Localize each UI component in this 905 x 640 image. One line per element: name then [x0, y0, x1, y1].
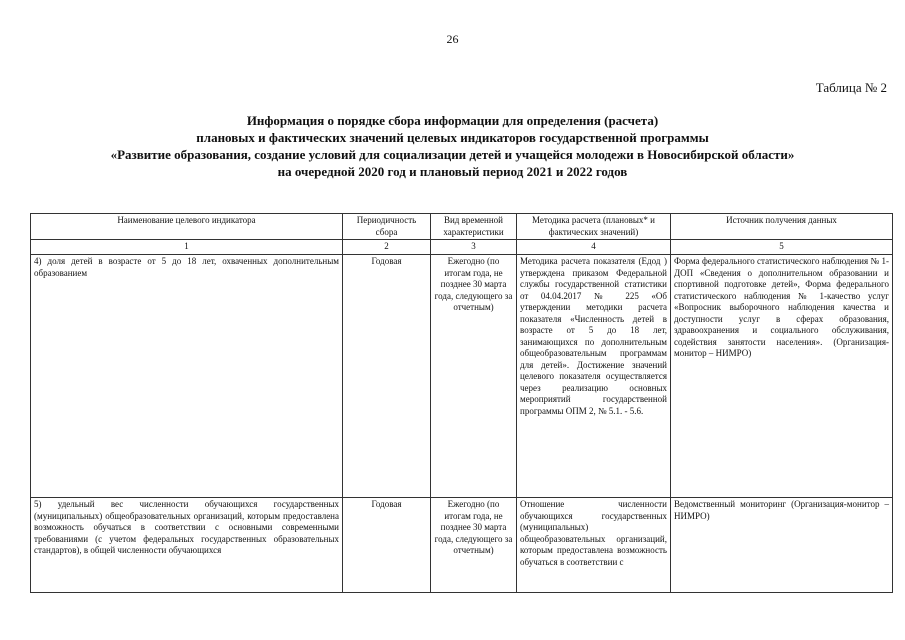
source-cell: Форма федерального статистического наблюдения № 1-ДОП «Сведения о дополнительном образовании и спортивной подготовке детей», Форма федерального статистического наблюдения № 1-качество услуг «Вопросник выборочного наблюдения качества и доступности услуг в сферах образования, здравоохранения и социального обслуживания, содействия занятости населения». (Организация-монитор – НИМРО)	[671, 255, 893, 498]
method-cell: Методика расчета показателя (Едод ) утверждена приказом Федеральной службы государственной статистики от 04.04.2017 № 225 «Об утверждении методики расчета показателя «Численность детей в возрасте от 5 до 18 лет, занимающихся по дополнительным общеобразовательным программам для детей». Достижение значений целевого показателя осуществляется через реализацию основных мероприятий государственной программы ОПМ 2, № 5.1. - 5.6.	[517, 255, 671, 498]
title-line: плановых и фактических значений целевых индикаторов государственной программы	[196, 130, 709, 145]
title-line: на очередной 2020 год и плановый период 2021 и 2022 годов	[277, 164, 628, 179]
table-header-row	[31, 214, 893, 240]
method-cell: Отношение численности обучающихся государственных (муниципальных) общеобразовательных организаций, которым предоставлена возможность обучаться в соответствии с	[517, 498, 671, 593]
column-header-source: Источник получения данных	[671, 214, 893, 240]
source-cell: Ведомственный мониторинг (Организация-монитор – НИМРО)	[671, 498, 893, 593]
column-header-indicator: Наименование целевого индикатора	[31, 214, 343, 240]
document-title	[0, 112, 905, 180]
title-line: «Развитие образования, создание условий для социализации детей и учащейся молодежи в Новосибирской области»	[110, 147, 795, 162]
table-row	[31, 255, 893, 498]
time-characteristic-cell: Ежегодно (по итогам года, не позднее 30 марта года, следующего за отчетным)	[431, 498, 517, 593]
column-number-row	[31, 240, 893, 255]
periodicity-cell: Годовая	[343, 498, 431, 593]
column-header-time-characteristic: Вид временной характеристики	[431, 214, 517, 240]
column-number: 5	[671, 240, 893, 255]
page-number: 26	[446, 32, 459, 46]
column-number: 4	[517, 240, 671, 255]
table-row	[31, 498, 893, 593]
column-number: 1	[31, 240, 343, 255]
column-number: 3	[431, 240, 517, 255]
periodicity-cell: Годовая	[343, 255, 431, 498]
table-label: Таблица № 2	[815, 80, 887, 95]
time-characteristic-cell: Ежегодно (по итогам года, не позднее 30 марта года, следующего за отчетным)	[431, 255, 517, 498]
indicator-cell: 4) доля детей в возрасте от 5 до 18 лет, охваченных дополнительным образованием	[31, 255, 343, 498]
title-line: Информация о порядке сбора информации для определения (расчета)	[246, 113, 659, 128]
column-header-method: Методика расчета (плановых* и фактических значений)	[517, 214, 671, 240]
column-number: 2	[343, 240, 431, 255]
indicator-cell: 5) удельный вес численности обучающихся государственных (муниципальных) общеобразовательных организаций, которым предоставлена возможность обучаться в соответствии с основными современными требованиями (с учетом федеральных государственных образовательных стандартов), в общей численности обучающихся	[31, 498, 343, 593]
indicators-table	[30, 213, 893, 593]
column-header-periodicity: Периодичность сбора	[343, 214, 431, 240]
